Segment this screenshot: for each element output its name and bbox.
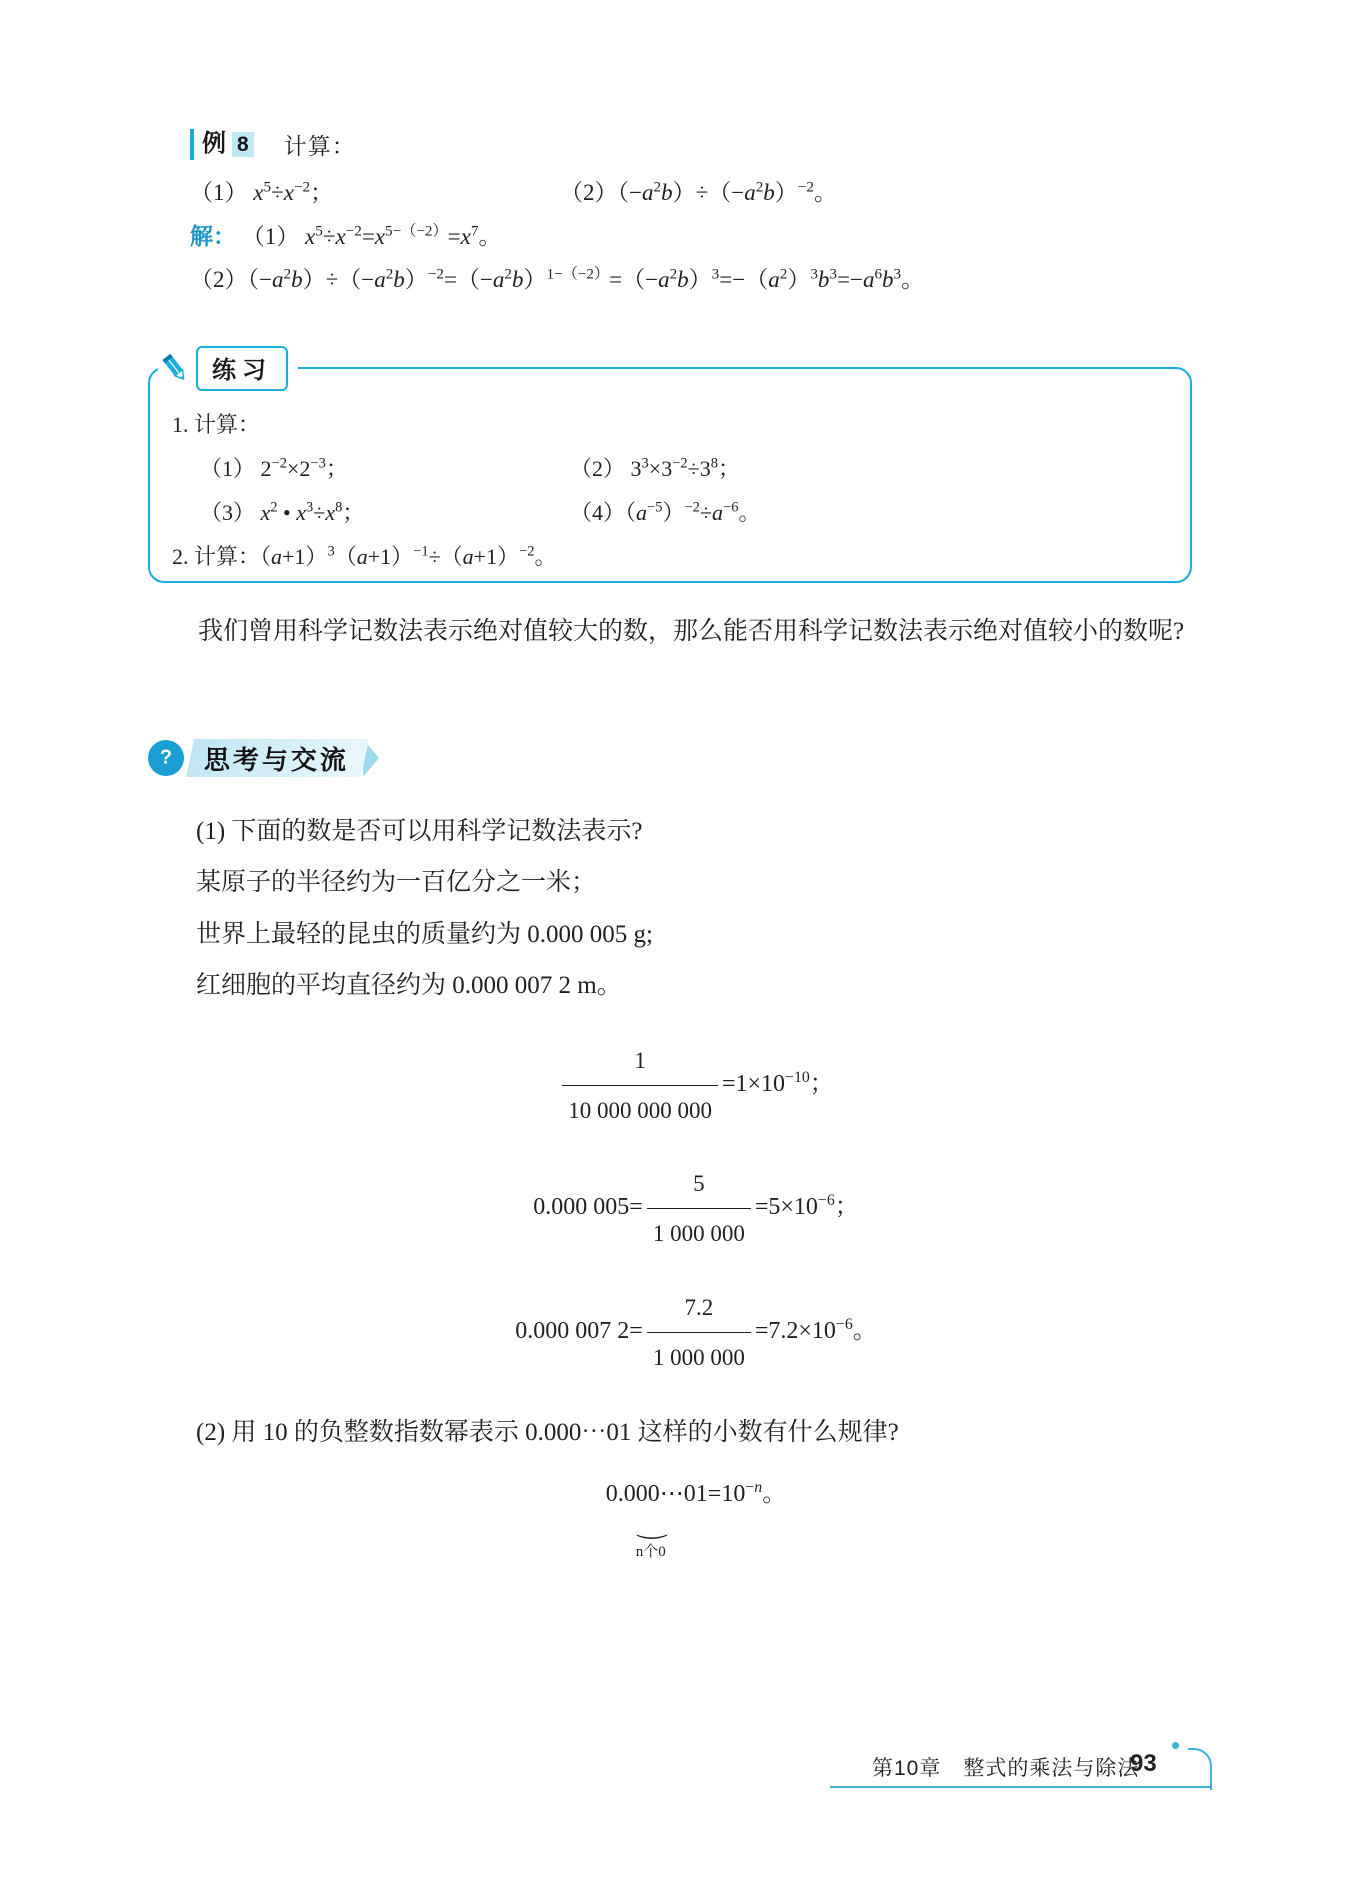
- fraction-2: [647, 1160, 751, 1257]
- think-body: [196, 806, 1196, 1574]
- footer-dot-decoration: [1172, 1742, 1179, 1749]
- practice-item-1-row-1: [172, 447, 1162, 491]
- example-question-1: （1） $x^5\div x^{-2}$；: [190, 178, 334, 205]
- example-questions-row: [190, 171, 1190, 215]
- practice-item-1-row-2: [172, 491, 1162, 535]
- example-tag: [190, 129, 258, 159]
- underbrace-label: n个0: [635, 1544, 666, 1561]
- think-and-exchange-banner: [148, 735, 379, 781]
- practice-q-1-4: $(4)(a^{-5})^{-2}\div a^{-6}$。: [570, 499, 761, 525]
- fraction-1-numerator: 1: [562, 1037, 718, 1086]
- think-line-3: 红细胞的平均直径约为 0.000 007 2 m。: [196, 971, 622, 999]
- fraction-3-denominator: 1 000 000: [652, 1344, 745, 1370]
- footer-chapter-title: 第10章 整式的乘法与除法: [872, 1757, 1140, 1780]
- footer-rule: [830, 1786, 1210, 1788]
- underbrace-content: 0.000⋯0: [605, 1481, 696, 1508]
- equation-4: [196, 1470, 1196, 1574]
- equation-1: [196, 1037, 1196, 1134]
- equation-2-rhs: $=5\times 10^{-6}$；: [754, 1192, 859, 1221]
- example-tag-number: 8: [232, 132, 254, 157]
- underbrace-icon: ⏝: [636, 1516, 666, 1539]
- footer-curve-decoration: [1188, 1748, 1212, 1790]
- footer-page-number: 93: [1130, 1750, 1157, 1777]
- practice-item-1: 1. 计算：: [172, 412, 261, 437]
- example-block: [190, 128, 1190, 302]
- equation-3-lhs: 0.000 007 2=: [515, 1317, 643, 1344]
- equation-3-rhs: $=7.2\times 10^{-6}$。: [754, 1315, 877, 1344]
- question-mark-icon: [148, 740, 184, 776]
- fraction-1-denominator: 10 000 000 000: [568, 1098, 712, 1124]
- equation-4-tail: $1=10^{-n}$。: [695, 1479, 787, 1508]
- fraction-3-numerator: 7.2: [647, 1284, 751, 1333]
- example-header: [190, 128, 1190, 161]
- practice-tab: [158, 347, 298, 389]
- example-solution-2: $(2)(-a^2b)\div(-a^2b)^{-2}=(-a^2b)^{1-(-2)}=(-a^2b)^3=-(a^2)^3b^3=-a^6b^3$。: [190, 265, 925, 293]
- think-line-1: 某原子的半径约为一百亿分之一米；: [196, 869, 597, 897]
- intro-paragraph-text: 我们曾用科学记数法表示绝对值较大的数，那么能否用科学记数法表示绝对值较小的数呢?: [198, 618, 1185, 645]
- practice-q-1-3: （3） $x^2$ • $x^3\div x^8$；: [200, 499, 365, 525]
- example-title: 计算：: [283, 133, 356, 159]
- think-banner-bar: [186, 739, 369, 777]
- equation-3: [196, 1284, 1196, 1381]
- equation-1-rhs: $=1\times 10^{-10}$；: [721, 1069, 834, 1098]
- page-footer: [830, 1740, 1230, 1800]
- think-question-2: (2) 用 10 的负整数指数幂表示 0.000⋯01 这样的小数有什么规律?: [196, 1418, 899, 1446]
- underbrace-group: [606, 1470, 696, 1568]
- example-tag-label: 例: [202, 130, 226, 158]
- practice-q-1-2: （2） $3^3\times 3^{-2}\div 3^8$；: [570, 455, 741, 481]
- practice-q-1-1: （1） $2^{-2}\times 2^{-3}$；: [200, 455, 348, 481]
- pencil-icon: [158, 351, 192, 385]
- equation-2: [196, 1160, 1196, 1257]
- fraction-1: [562, 1037, 718, 1134]
- example-solution-1: 解： （1） $x^5\div x^{-2}=x^{5-(-2)}=x^7$。: [190, 222, 502, 249]
- think-question-1: (1) 下面的数是否可以用科学记数法表示?: [196, 818, 643, 845]
- equation-2-lhs: 0.000 005=: [533, 1194, 643, 1221]
- fraction-2-denominator: 1 000 000: [652, 1221, 745, 1247]
- fraction-2-numerator: 5: [647, 1160, 751, 1209]
- practice-box: [148, 356, 1192, 583]
- fraction-3: [647, 1284, 751, 1381]
- intro-paragraph: [148, 608, 1198, 657]
- think-banner-label: 思考与交流: [204, 744, 350, 775]
- practice-item-2: 2. 计算：$(a+1)^3(a+1)^{-1}\div(a+1)^{-2}$。: [172, 543, 557, 569]
- think-line-2: 世界上最轻的昆虫的质量约为 0.000 005 g;: [196, 920, 653, 948]
- solution-label: 解：: [190, 222, 236, 249]
- practice-label: 练习: [196, 346, 288, 391]
- practice-body: [172, 403, 1162, 579]
- example-question-2: $(2)(-a^2b)\div(-a^2b)^{-2}$。: [560, 178, 837, 205]
